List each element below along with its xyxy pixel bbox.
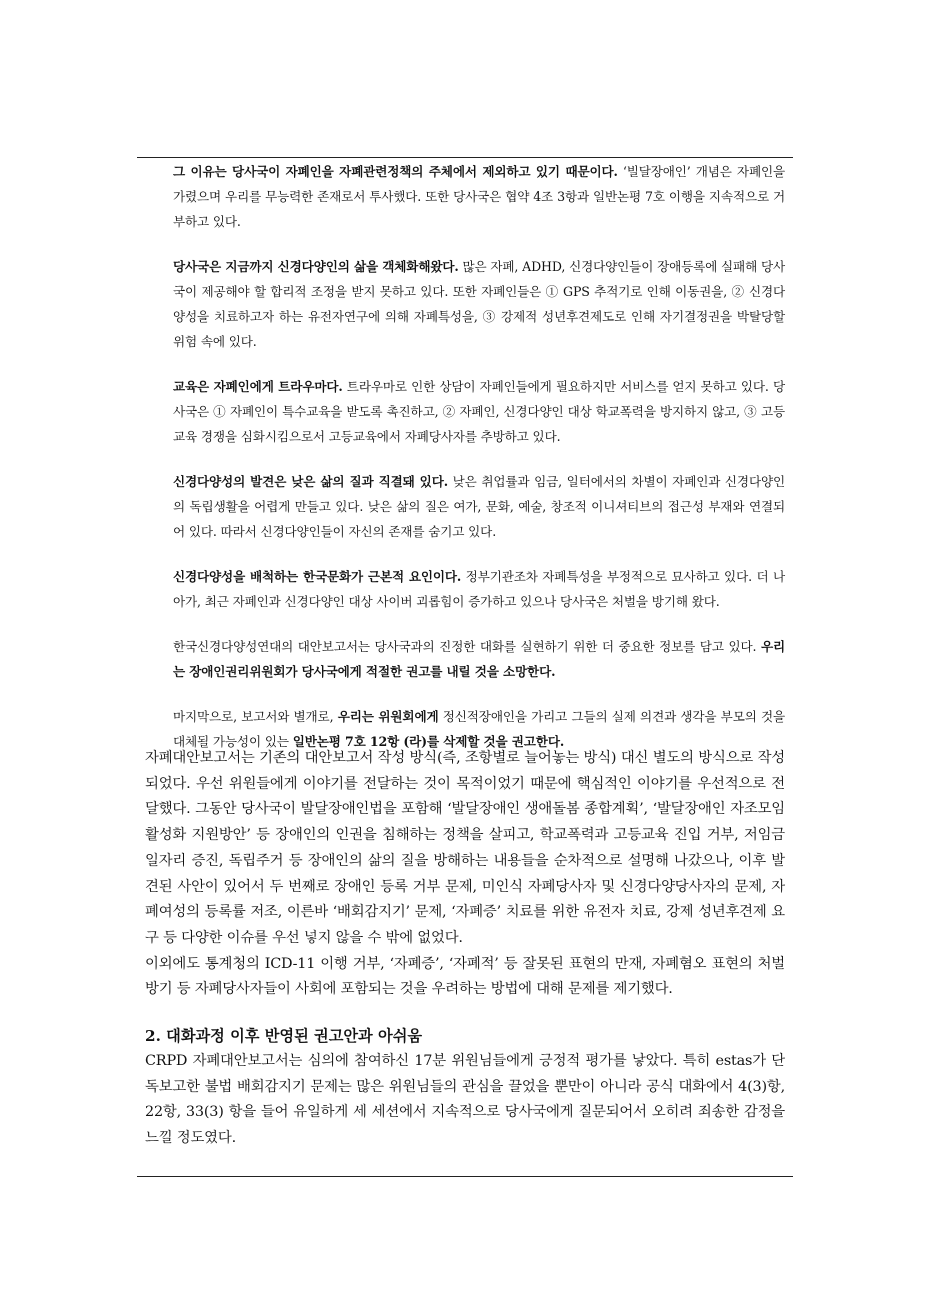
section-heading: 2. 대화과정 이후 반영된 권고안과 아쉬움 [145, 1027, 423, 1046]
summary-box [173, 159, 785, 774]
body-paragraph: 이외에도 통계청의 ICD-11 이행 거부, ‘자폐증’, ‘자폐적’ 등 잘못된 표현의 만재, 자폐혐오 표현의 처벌 방기 등 자폐당사자들이 사회에 포함되는 것을 우려하는 방법에 대해 문제를 제기했다. [145, 955, 785, 998]
box-paragraph: 그 이유는 당사국이 자폐인을 자폐관련정책의 주체에서 제외하고 있기 때문이다. ‘빌달장애인’ 개념은 자폐인을 가렸으며 우리를 무능력한 존재로서 투사했다. 또한 당사국은 협약 4조 3항과 일반논평 7호 이행을 지속적으로 거부하고 있다. [173, 164, 785, 229]
box-paragraph: 당사국은 지금까지 신경다양인의 삶을 객체화해왔다. 많은 자폐, ADHD, 신경다양인들이 장애등록에 실패해 당사국이 제공해야 할 합리적 조정을 받지 못하고 있다. 또한 자폐인들은 ① GPS 추적기로 인해 이동권을, ② 신경다양성을 치료하고자 하는 유전자연구에 의해 자폐특성을, ③ 강제적 성년후견제도로 인해 자기결정권을 박탈당할 위험 속에 있다. [173, 259, 785, 349]
box-paragraph: 한국신경다양성연대의 대안보고서는 당사국과의 진정한 대화를 실현하기 위한 더 중요한 정보를 담고 있다. 우리는 장애인권리위원회가 당사국에게 적절한 권고를 내릴 것을 소망한다. [173, 639, 785, 679]
body-paragraph: 자폐대안보고서는 기존의 대안보고서 작성 방식(즉, 조항별로 늘어놓는 방식) 대신 별도의 방식으로 작성되었다. 우선 위원들에게 이야기를 전달하는 것이 목적이었기 때문에 핵심적인 이야기를 우선적으로 전달했다. 그동안 당사국이 발달장애인법을 포함해 ‘발달장애인 생애돌봄 종합계획’, ‘발달장애인 자조모임 활성화 지원방안’ 등 장애인의 인권을 침해하는 정책을 살피고, 학교폭력과 고등교육 진입 거부, 저임금 일자리 증진, 독립주거 등 장애인의 삶의 질을 방해하는 내용들을 순차적으로 설명해 나갔으나, 이후 발견된 사안이 있어서 두 번째로 장애인 등록 거부 문제, 미인식 자폐당사자 및 신경다양당사자의 문제, 자폐여성의 등록률 저조, 이른바 ‘배회감지기’ 문제, ‘자폐증’ 치료를 위한 유전자 치료, 강제 성년후견제 요구 등 다양한 이슈를 우선 넣지 않을 수 밖에 없었다. [145, 750, 785, 946]
page-bottom-rule [137, 1176, 793, 1177]
box-paragraph: 교육은 자폐인에게 트라우마다. 트라우마로 인한 상담이 자폐인들에게 필요하지만 서비스를 얻지 못하고 있다. 당사국은 ① 자폐인이 특수교육을 받도록 촉진하고, ② 자폐인, 신경다양인 대상 학교폭력을 방지하지 않고, ③ 고등교육 경쟁을 심화시킴으로서 고등교육에서 자폐당사자를 추방하고 있다. [173, 379, 785, 444]
box-top-rule [137, 157, 793, 158]
body-paragraph: CRPD 자폐대안보고서는 심의에 참여하신 17분 위원님들에게 긍정적 평가를 낳았다. 특히 estas가 단독보고한 불법 배회감지기 문제는 많은 위원님들의 관심을 끌었을 뿐만이 아니라 공식 대화에서 4(3)항, 22항, 33(3) 항을 들어 유일하게 세 세션에서 지속적으로 당사국에게 질문되어서 오히려 죄송한 감정을 느낄 정도였다. [145, 1053, 785, 1147]
main-body [145, 746, 785, 1152]
box-paragraph: 신경다양성을 배척하는 한국문화가 근본적 요인이다. 정부기관조차 자폐특성을 부정적으로 묘사하고 있다. 더 나아가, 최근 자폐인과 신경다양인 대상 사이버 괴롭힘이 증가하고 있으나 당사국은 처벌을 방기해 왔다. [173, 569, 786, 609]
box-paragraph: 신경다양성의 발견은 낮은 삶의 질과 직결돼 있다. 낮은 취업률과 임금, 일터에서의 차별이 자폐인과 신경다양인의 독립생활을 어렵게 만들고 있다. 낮은 삶의 질은 여가, 문화, 예술, 창조적 이니셔티브의 접근성 부재와 연결되어 있다. 따라서 신경다양인들이 자신의 존재를 숨기고 있다. [173, 474, 785, 539]
box-paragraph: 마지막으로, 보고서와 별개로, 우리는 위원회에게 정신적장애인을 가리고 그들의 실제 의견과 생각을 부모의 것을 대체될 가능성이 있는 일반논평 7호 12항 (라)를 삭제할 것을 권고한다. [173, 709, 786, 749]
